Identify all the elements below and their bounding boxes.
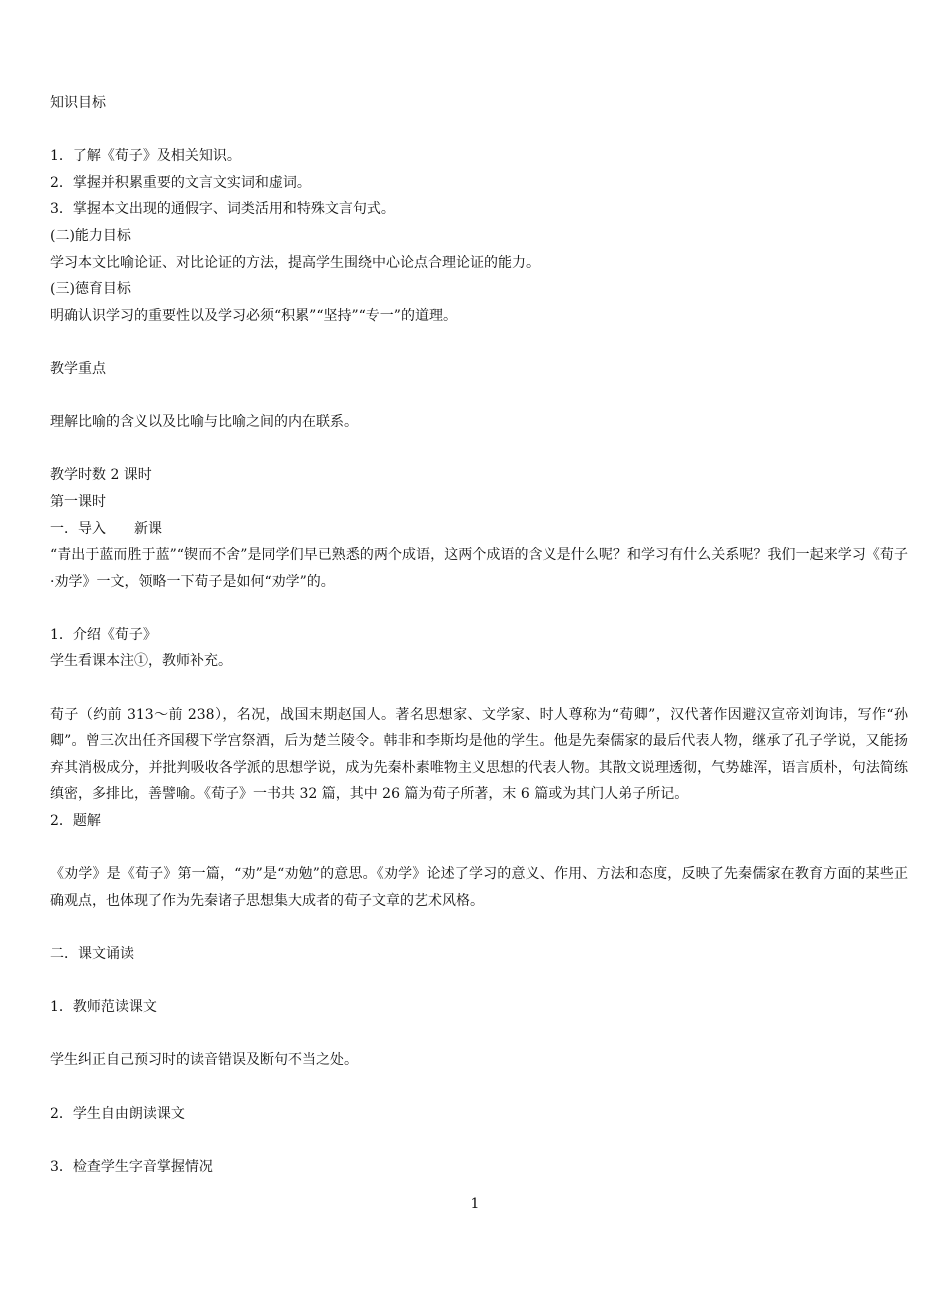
list-item: 3．掌握本文出现的通假字、词类活用和特殊文言句式。 (50, 201, 395, 218)
section-heading-moral: (三)德育目标 (50, 281, 131, 298)
focus-text: 理解比喻的含义以及比喻与比喻之间的内在联系。 (50, 414, 358, 431)
title-heading: 2．题解 (50, 813, 101, 830)
section-heading-ability: (二)能力目标 (50, 227, 131, 244)
section-heading-focus: 教学重点 (50, 360, 106, 377)
intro-heading: 一．导入 新课 (50, 520, 162, 537)
xunzi-paragraph: 荀子（约前 313～前 238），名况，战国末期赵国人。著名思想家、文学家、时人尊称为“荀卿”，汉代著作因避汉宣帝刘询讳，写作“孙卿”。曾三次出任齐国稷下学宫祭酒，后为楚兰陵令。韩非和李斯均是他的学生。他是先秦儒家的最后代表人物，继承了孔子学说，又能扬弃其消极成分，并批判吸收各学派的思想学说，成为先秦朴素唯物主义思想的代表人物。其散文说理透彻，气势雄浑，语言质朴，句法简练缜密，多排比，善譬喻。《荀子》一书共 32 篇，其中 26 篇为荀子所著，末 6 篇或为其门人弟子所记。 (50, 706, 908, 803)
lesson-title: 第一课时 (50, 493, 106, 510)
ability-text: 学习本文比喻论证、对比论证的方法，提高学生围绕中心论点合理论证的能力。 (50, 254, 540, 271)
list-item: 2．掌握并积累重要的文言文实词和虚词。 (50, 174, 311, 191)
reading-heading: 二．课文诵读 (50, 946, 134, 962)
title-paragraph: 《劝学》是《荀子》第一篇，“劝”是“劝勉”的意思。《劝学》论述了学习的意义、作用、方法和态度，反映了先秦儒家在教育方面的某些正确观点，也体现了作为先秦诸子思想集大成者的荀子文章的艺术风格。 (50, 866, 908, 909)
xunzi-heading: 1．介绍《荀子》 (50, 626, 157, 643)
section-heading-knowledge: 知识目标 (50, 95, 106, 111)
step-2-heading: 2．学生自由朗读课文 (50, 1105, 185, 1122)
step-3-heading: 3．检查学生字音掌握情况 (50, 1158, 213, 1175)
xunzi-note: 学生看课本注①，教师补充。 (50, 653, 232, 670)
teaching-hours: 教学时数 2 课时 (50, 467, 152, 484)
document-page (50, 90, 908, 1180)
moral-text: 明确认识学习的重要性以及学习必须“积累”“坚持”“专一”的道理。 (50, 307, 457, 324)
list-item: 1．了解《荀子》及相关知识。 (50, 148, 241, 165)
intro-paragraph: “青出于蓝而胜于蓝”“锲而不舍”是同学们早已熟悉的两个成语，这两个成语的含义是什么呢？和学习有什么关系呢？我们一起来学习《荀子·劝学》一文，领略一下荀子是如何“劝学”的。 (50, 547, 908, 590)
step-1-heading: 1．教师范读课文 (50, 999, 157, 1016)
page-number: 1 (470, 1196, 480, 1212)
step-1-text: 学生纠正自己预习时的读音错误及断句不当之处。 (50, 1052, 358, 1069)
